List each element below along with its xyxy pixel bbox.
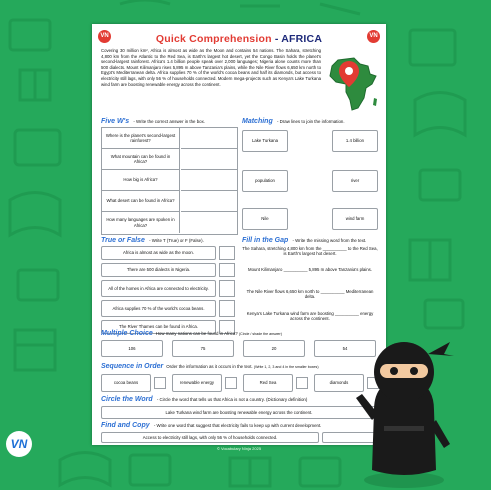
fill-gap-item[interactable]: Mount Kilimanjaro __________ 5,895 m above Tanzania's plains.: [247, 267, 372, 272]
sequence-heading: Sequence in Order Order the information as it occurs in the text. (Write 1, 2, 3 and 4 in the smaller boxes): [101, 363, 319, 370]
five-ws-question: How many languages are spoken in Africa?: [102, 212, 180, 233]
matching-left-item[interactable]: population: [242, 170, 288, 192]
tf-statement: All of the homes in Africa are connected to electricity.: [101, 280, 216, 297]
intro-text: Covering 30 million km², Africa is almost as wide as the Moon and contains 54 nations. The Sahara, stretching 4,800 km from the Atlantic to the Red Sea, is Earth's largest hot desert, yet the Congo Basin holds the planet's second-largest rainforest. Africa's 1.4 billion people speak over 2,000 languages; Nigeria alone counts more than 500 dialects. Mount Kilimanjaro rises 5,895 m above Tanzania's plains, while the Nile River flows 6,650 km north to Egypt's Mediterranean delta. Africa supplies 70 % of the world's cocoa beans and half its diamonds, but access to electricity still lags, with only 56 % of households connected. Modern mega-projects such as Kenya's Lake Turkana wind farm are boosting renewable energy across the continent.: [101, 48, 321, 87]
matching-left-item[interactable]: Lake Turkana: [242, 130, 288, 152]
five-ws-heading: Five W's - Write the correct answer in the box.: [101, 118, 206, 125]
five-ws-question: Where is the planet's second-largest rainforest?: [102, 128, 180, 149]
five-ws-table: [101, 127, 238, 235]
sequence-item: cocoa beans: [101, 374, 151, 392]
fill-gap-item[interactable]: Kenya's Lake Turkana wind farm are boosting __________ energy across the continent.: [246, 311, 374, 322]
sequence-number-box[interactable]: [225, 377, 237, 389]
find-copy-sentence: Access to electricity still lags, with only 56 % of households connected.: [101, 432, 319, 443]
mc-option[interactable]: 106: [101, 340, 163, 357]
fill-gap-heading: Fill in the Gap - Write the missing word from the text.: [242, 237, 367, 244]
matching-right-item[interactable]: wind farm: [332, 208, 378, 230]
matching-heading: Matching - Draw lines to join the information.: [242, 118, 345, 125]
vocabulary-ninja-logo: VN: [6, 431, 32, 457]
mc-option[interactable]: 75: [172, 340, 234, 357]
circle-word-sentence[interactable]: Lake Turkana wind farm are boosting renewable energy across the continent.: [101, 406, 377, 419]
sequence-item: diamonds: [314, 374, 364, 392]
mc-option[interactable]: 20: [243, 340, 305, 357]
sequence-number-box[interactable]: [154, 377, 166, 389]
sequence-item: renewable energy: [172, 374, 222, 392]
matching-right-item[interactable]: river: [332, 170, 378, 192]
circle-word-heading: Circle the Word - Circle the word that tells us that Africa is not a country. (Dictionary definition): [101, 396, 308, 403]
tf-answer-box[interactable]: [219, 263, 235, 277]
five-ws-question: What mountain can be found in Africa?: [102, 149, 180, 170]
fill-gap-item[interactable]: The Nile River flows 6,650 km north to __________ Mediterranean delta.: [246, 289, 374, 300]
vn-logo-left: VN: [98, 30, 111, 43]
find-copy-heading: Find and Copy - Write one word that suggest that electricity fails to keep up with current development.: [101, 422, 322, 429]
ninja-mascot: [344, 330, 464, 490]
vn-logo-right: VN: [367, 30, 380, 43]
worksheet: [92, 24, 386, 445]
matching-right-item[interactable]: 1.4 billion: [332, 130, 378, 152]
title-part1: Quick Comprehension: [155, 33, 272, 45]
tf-answer-box[interactable]: [219, 246, 235, 260]
five-ws-question: What desert can be found in Africa?: [102, 191, 180, 212]
fill-gap-item[interactable]: The Sahara, stretching 4,800 km from the __________ to the Red Sea, is Earth's largest hot desert.: [242, 246, 378, 257]
tf-statement: The River Thames can be found in Africa.: [101, 320, 216, 334]
tf-answer-box[interactable]: [219, 300, 235, 317]
five-ws-answer-area[interactable]: [181, 128, 237, 233]
title-part2: AFRICA: [281, 33, 323, 45]
tf-statement: Africa is almost as wide as the moon.: [101, 246, 216, 260]
multiple-choice-heading: Multiple Choice How many nations can be found in Africa? (Circle / shade the answer): [101, 330, 282, 337]
tf-answer-box[interactable]: [219, 280, 235, 297]
worksheet-title: [92, 33, 386, 45]
sequence-number-box[interactable]: [296, 377, 308, 389]
true-false-heading: True or False - Write T (True) or F (False).: [101, 237, 204, 244]
location-pin-icon: [338, 60, 360, 88]
mc-option[interactable]: 54: [314, 340, 376, 357]
title-separator: -: [271, 33, 282, 45]
matching-left-item[interactable]: Nile: [242, 208, 288, 230]
five-ws-question: How big is Africa?: [102, 170, 180, 191]
tf-statement: Africa supplies 70 % of the world's cocoa beans.: [101, 300, 216, 317]
copyright-footer: © Vocabulary Ninja 2025: [216, 446, 262, 451]
sequence-item: Red Sea: [243, 374, 293, 392]
tf-statement: There are 500 dialects in Nigeria.: [101, 263, 216, 277]
